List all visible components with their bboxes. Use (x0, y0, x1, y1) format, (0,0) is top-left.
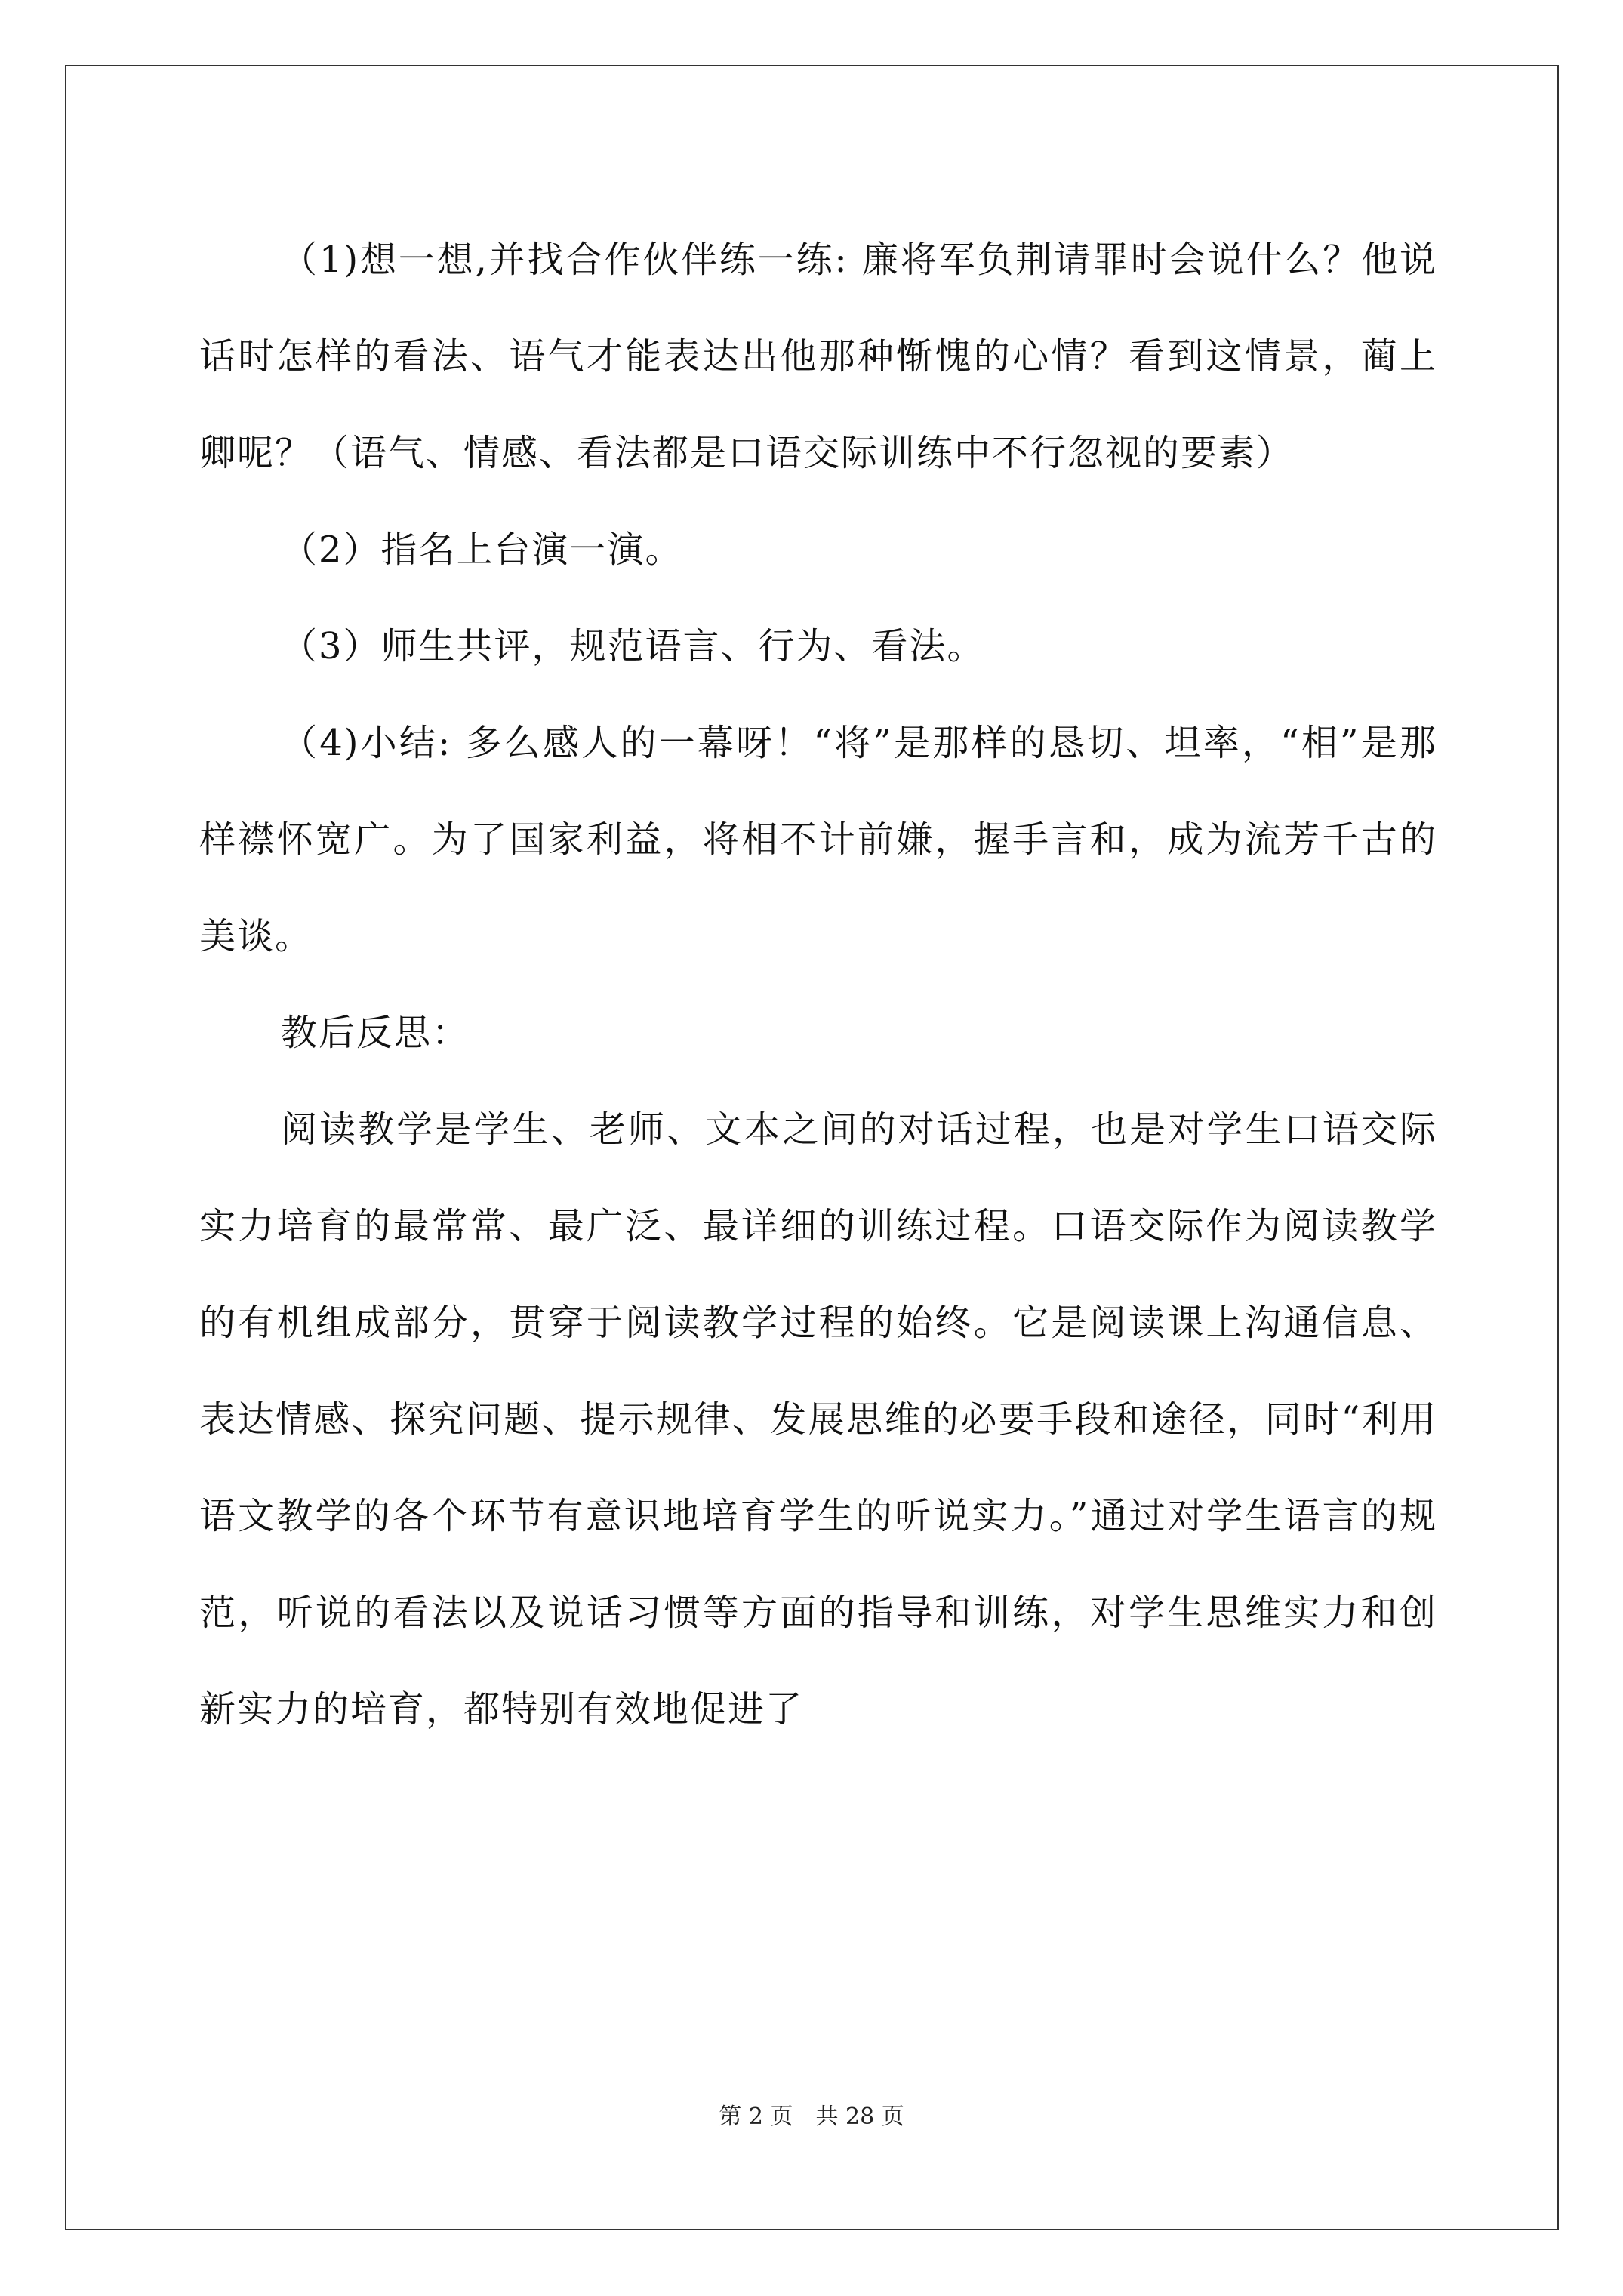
page-number-footer: 第 2 页 共 28 页 (719, 2103, 904, 2130)
paragraph-perform: （2）指名上台演一演。 (281, 529, 683, 571)
paragraph-evaluate: （3）师生共评，规范语言、行为、看法。 (281, 625, 985, 667)
document-body (199, 211, 1437, 1758)
paragraph-discussion-prompt: （1)想一想,并找合作伙伴练一练: 廉将军负荆请罪时会说什么？他说话时怎样的看法、语气才能表达出他那种惭愧的心情？看到这情景，蔺上卿呢？（语气、情感、看法都是口语交际训练中不行忽视的要素） (199, 239, 1437, 474)
paragraph-reflection-heading: 教后反思： (281, 1012, 470, 1054)
paragraph-reflection-body: 阅读教学是学生、老师、文本之间的对话过程，也是对学生口语交际实力培育的最常常、最广泛、最详细的训练过程。口语交际作为阅读教学的有机组成部分，贯穿于阅读教学过程的始终。它是阅读课上沟通信息、表达情感、探究问题、提示规律、发展思维的必要手段和途径，同时“利用语文教学的各个环节有意识地培育学生的听说实力。”通过对学生语言的规范，听说的看法以及说话习惯等方面的指导和训练，对学生思维实力和创新实力的培育，都特别有效地促进了 (199, 1108, 1437, 1730)
paragraph-summary: （4)小结: 多么感人的一幕呀！“将”是那样的恳切、坦率，“相”是那样襟怀宽广。为了国家利益，将相不计前嫌，握手言和，成为流芳千古的美谈。 (199, 722, 1437, 957)
